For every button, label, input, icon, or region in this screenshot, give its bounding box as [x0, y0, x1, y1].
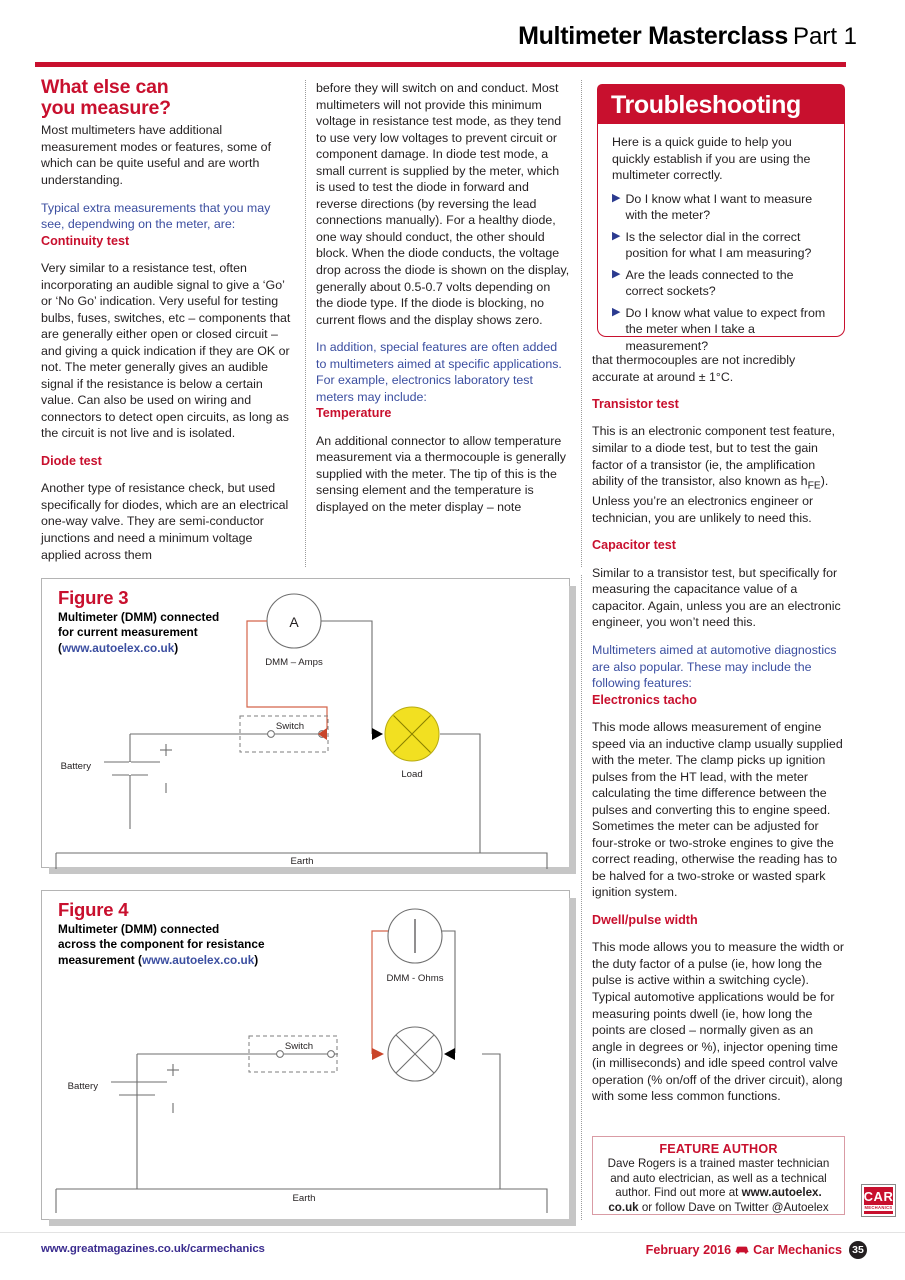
car-mechanics-logo [862, 1185, 895, 1216]
paragraph-blue-special-features: In addition, special features are often added to multimeters aimed at specific applications. For example, electronics laboratory test meters may include: [316, 340, 562, 404]
subhead-temperature: Temperature [316, 406, 392, 421]
page-masthead [0, 22, 905, 56]
feature-author-url[interactable]: www.autoelex. co.uk [608, 1186, 822, 1215]
ammeter-symbol-label: A [289, 614, 299, 630]
figure-3-caption-link[interactable]: www.autoelex.co.uk [61, 640, 175, 655]
troubleshooting-box [597, 84, 845, 353]
ohmmeter-red-lead [372, 931, 388, 1054]
figure-3-panel [41, 578, 570, 868]
battery-label: Battery [60, 761, 91, 772]
header-rule [35, 62, 846, 67]
troubleshooting-title: Troubleshooting [611, 90, 801, 119]
triangle-bullet-icon: ▶ [612, 191, 621, 204]
figure-4-caption-line-1: Multimeter (DMM) connected [58, 921, 220, 936]
article-title: Multimeter Masterclass [518, 22, 788, 50]
paragraph-thermocouple-note: that thermocouples are not incredibly accurate at around ± 1°C. [592, 353, 796, 384]
feature-author-box [592, 1136, 845, 1215]
figure-4-caption-paren-open: ( [138, 952, 142, 967]
troubleshooting-item [612, 229, 832, 262]
transistor-subscript: FE [807, 480, 821, 492]
column-divider-2 [581, 80, 582, 567]
switch-red-arrow [318, 728, 327, 740]
subhead-continuity-test: Continuity test [41, 233, 130, 248]
paragraph-intro: Most multimeters have additional measurement modes or features, some of which can be quite useful and are worth understanding. [41, 123, 272, 187]
paragraph-temperature: An additional connector to allow temperature measurement via a thermocouple is generally supplied with the meter. The tip of this is the sensing element and the temperature is displayed on the meter display – note [316, 433, 567, 514]
text-column-3 [592, 352, 846, 1105]
load-input-arrow [372, 728, 383, 740]
triangle-bullet-icon: ▶ [612, 229, 621, 242]
text-column-1 [41, 77, 295, 563]
footer-rule [0, 1232, 905, 1233]
car-icon-svg [735, 1244, 749, 1254]
section-heading-line-1: What else can [41, 76, 169, 98]
troubleshooting-body [597, 124, 845, 353]
figure-3-caption-line-1: Multimeter (DMM) connected [58, 609, 220, 624]
subhead-dwell-pulse-width: Dwell/pulse width [592, 913, 698, 927]
ohmmeter-right-lead [442, 931, 455, 1053]
paragraph-diode-continued: before they will switch on and conduct. Most multimeters will not provide this minimum voltage in resistance test mode, as they tend to use very low voltages to prevent circuit or component damage. In diode test mode, a small current is supplied by the meter, which is used to test the diode in forward and reverse directions (by reversing the lead connections manually). For a healthy diode, one way should conduct, the other should block. When the diode conducts, the voltage drop across the diode is shown on the display, generally about 0.5-0.7 volts depending on the diode type. If the diode is blocking, no current flows and the display shows zero. [316, 81, 570, 327]
lamp-right-wire-4 [482, 1054, 500, 1189]
dmm-ohms-label: DMM - Ohms [386, 973, 444, 984]
battery-label-4: Battery [67, 1081, 98, 1092]
figure-4-circuit-diagram [42, 891, 571, 1221]
transistor-text-a: This is an electronic component test feature, similar to a diode test, but to test the gain factor of a transistor (ie, the amplification ability of the transistor, also known as h [592, 424, 836, 489]
feature-author-text [600, 1157, 837, 1216]
transistor-text-b: ). Unless you’re an electronics engineer or technician, you are unlikely to need this. [592, 474, 829, 525]
article-part: Part 1 [792, 23, 857, 50]
paragraph-blue-automotive: Multimeters aimed at automotive diagnostics are also popular. These may include the following features: [592, 642, 837, 691]
earth-label-4: Earth [292, 1193, 316, 1204]
paragraph-electronics-tacho: This mode allows measurement of engine speed via an inductive clamp usually supplied with the meter. The clamp picks up ignition pulses from the HT lead, with the meter calculating the time difference between the pulses and converting this to engine speed. Sometimes the meter can be adjusted for four-stroke or two-stroke engines to give the correct reading, otherwise the reading has to be halved for a two-stroke or wasted spark ignition system. [592, 719, 843, 900]
section-heading [41, 77, 295, 118]
figure-4-caption-paren-close: ) [254, 952, 259, 967]
switch-label-4: Switch [284, 1041, 314, 1052]
earth-label: Earth [290, 856, 314, 867]
figure-4-caption-link[interactable]: www.autoelex.co.uk [141, 952, 255, 967]
logo-car-text: CAR [863, 1188, 894, 1204]
car-icon [735, 1243, 749, 1257]
figure-3-number: Figure 3 [58, 587, 129, 608]
paragraph-continuity-test: Very similar to a resistance test, often incorporating an audible signal to give a ‘Go’ or ‘No Go’ indication. Very useful for testing bulbs, fuses, switches, etc – components that are generally either open or closed circuit – and giving a quick indication if they are OK or not. The meter generally gives an audible signal if the resistance is below a certain value. Can also be used on wiring and connectors to detect open circuits, as long as the circuit is not live and is isolated. [41, 260, 291, 441]
figure-3-caption-line-2: for current measurement [58, 625, 198, 640]
subhead-transistor-test: Transistor test [592, 397, 679, 412]
figure-3-circuit-diagram [42, 579, 571, 869]
troubleshooting-item-label: Is the selector dial in the correct position for what I am measuring? [625, 229, 812, 260]
switch-label: Switch [275, 721, 305, 732]
column-divider-1 [305, 80, 306, 567]
triangle-bullet-icon: ▶ [612, 305, 621, 318]
figure-4-number: Figure 4 [58, 899, 129, 920]
troubleshooting-intro: Here is a quick guide to help you quickly establish if you are using the multimeter correctly. [612, 135, 811, 182]
lamp-left-red-arrow [372, 1048, 384, 1060]
paragraph-capacitor-test: Similar to a transistor test, but specifically for measuring the capacitance value of a capacitor. Again, unless you are an electronic engineer, you won’t need this. [592, 565, 841, 630]
subhead-capacitor-test: Capacitor test [592, 538, 676, 553]
paragraph-transistor-test [592, 423, 846, 526]
figure-4-caption-line-2: across the component for resistance [58, 937, 265, 952]
troubleshooting-item-label: Are the leads connected to the correct sockets? [625, 267, 794, 298]
text-column-2 [316, 80, 570, 515]
meter-right-lead [321, 621, 372, 734]
troubleshooting-item [612, 191, 832, 224]
dmm-amps-label: DMM – Amps [265, 657, 323, 668]
feature-author-title: FEATURE AUTHOR [659, 1142, 778, 1156]
footer-brand: Car Mechanics [753, 1243, 842, 1257]
paragraph-dwell-pulse-width: This mode allows you to measure the width or the duty factor of a pulse (ie, how long the pulse is active within a switching cycle). Typical automotive applications would be for measuring points dwell (ie, how long the points are closed – normally given as an angle in degrees or %), injector opening time (in milliseconds) and idle speed control valve operation (% on/off of the driver circuit), along with some less common functions. [592, 940, 845, 1104]
section-heading-line-2: you measure? [41, 96, 171, 119]
figure-3-caption-paren-close: ) [174, 640, 179, 655]
feature-author-text-b: or follow Dave on Twitter @Autoelex [638, 1201, 829, 1215]
switch-terminal-left-4 [277, 1051, 284, 1058]
troubleshooting-item [612, 267, 832, 300]
troubleshooting-item-label: Do I know what I want to measure with the meter? [625, 191, 813, 222]
logo-mechanics-text: MECHANICS [864, 1204, 893, 1210]
figure-4-panel [41, 890, 570, 1220]
feature-author-text-a: Dave Rogers is a trained master technician and auto electrician, as well as a technical author. Find out more at [607, 1157, 830, 1200]
figure-4-caption-line-3: measurement [58, 952, 138, 967]
troubleshooting-item-label: Do I know what value to expect from the meter when I take a measurement? [625, 305, 826, 353]
footer-website-link[interactable]: www.greatmagazines.co.uk/carmechanics [41, 1243, 265, 1255]
troubleshooting-item [612, 305, 832, 355]
triangle-bullet-icon: ▶ [612, 267, 621, 280]
load-label: Load [401, 769, 423, 780]
subhead-electronics-tacho: Electronics tacho [592, 692, 697, 707]
paragraph-diode-test: Another type of resistance check, but used specifically for diodes, which are an electrical one-way valve. They are semi-conductor junctions and need a minimum voltage applied across them [41, 481, 289, 562]
footer-issue-block [646, 1241, 867, 1259]
load-right-wire [440, 734, 480, 853]
subhead-diode-test: Diode test [41, 453, 102, 468]
footer-page-number: 35 [849, 1241, 867, 1259]
paragraph-blue-intro: Typical extra measurements that you may see, dependwing on the meter, are: [41, 200, 271, 232]
switch-terminal-left [268, 731, 275, 738]
column-divider-3 [581, 575, 582, 1220]
figure-3-caption-paren-open: ( [58, 640, 62, 655]
switch-terminal-right-4 [328, 1051, 335, 1058]
troubleshooting-header [597, 84, 845, 126]
footer-issue-date: February 2016 [645, 1243, 732, 1257]
lamp-right-black-arrow [444, 1048, 455, 1060]
